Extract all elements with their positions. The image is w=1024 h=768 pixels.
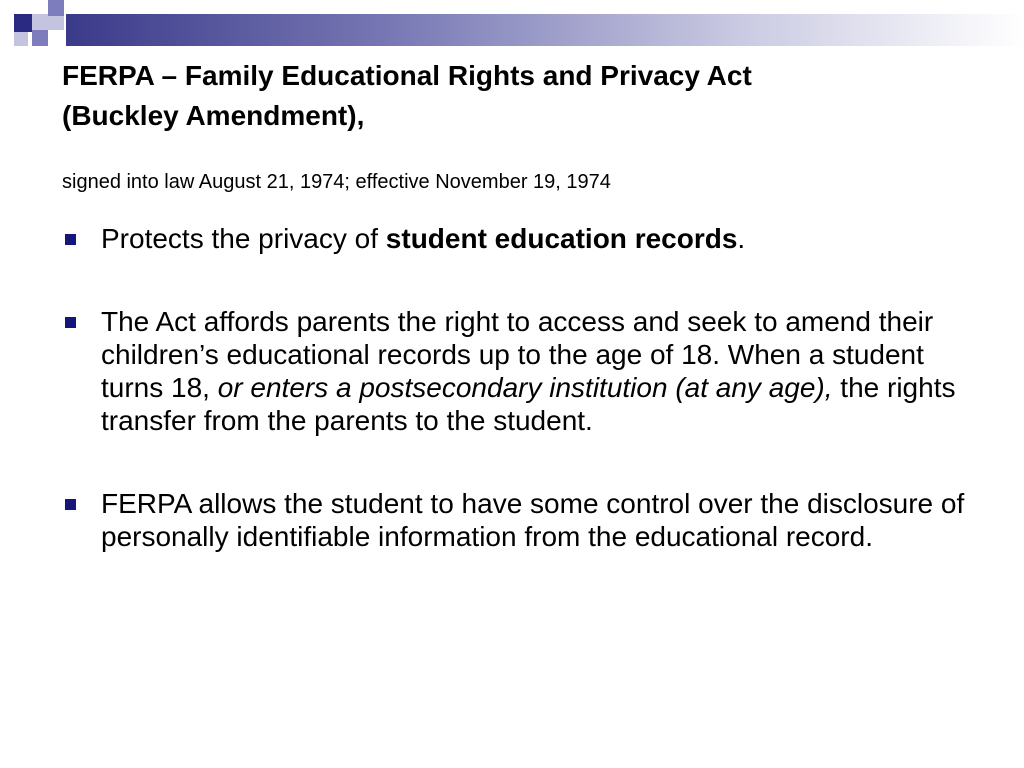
slide-title (62, 56, 962, 136)
decorative-square (32, 30, 48, 46)
bullet-text: The Act affords parents the right to access and seek to amend their children’s educational records up to the age of 18. When a student turns 18, (101, 306, 934, 403)
bullet-italic-text: or enters a postsecondary institution (at any age), (217, 372, 833, 403)
bullet-list (62, 222, 982, 603)
decorative-square (14, 14, 32, 32)
bullet-text: FERPA allows the student to have some control over the disclosure of personally identifiable information from the educational record. (101, 488, 965, 552)
bullet-item (62, 305, 982, 437)
header-gradient-bar (66, 14, 1024, 46)
title-line-1: FERPA – Family Educational Rights and Privacy Act (62, 60, 752, 91)
bullet-item (62, 222, 982, 255)
bullet-text: the rights transfer from the parents to the student. (101, 372, 956, 436)
title-line-2: (Buckley Amendment), (62, 100, 365, 131)
decorative-square (48, 16, 64, 30)
header-decoration (0, 0, 1024, 46)
decorative-square (32, 14, 48, 30)
bullet-item (62, 487, 982, 553)
decorative-square (14, 32, 28, 46)
square-bullet-icon (65, 499, 76, 510)
bullet-text: . (737, 223, 746, 254)
bullet-text: Protects the privacy of (101, 223, 386, 254)
square-bullet-icon (65, 234, 76, 245)
decorative-square (48, 0, 64, 16)
slide-subtitle: signed into law August 21, 1974; effective November 19, 1974 (62, 171, 611, 193)
square-bullet-icon (65, 317, 76, 328)
bullet-bold-text: student education records (385, 223, 738, 254)
